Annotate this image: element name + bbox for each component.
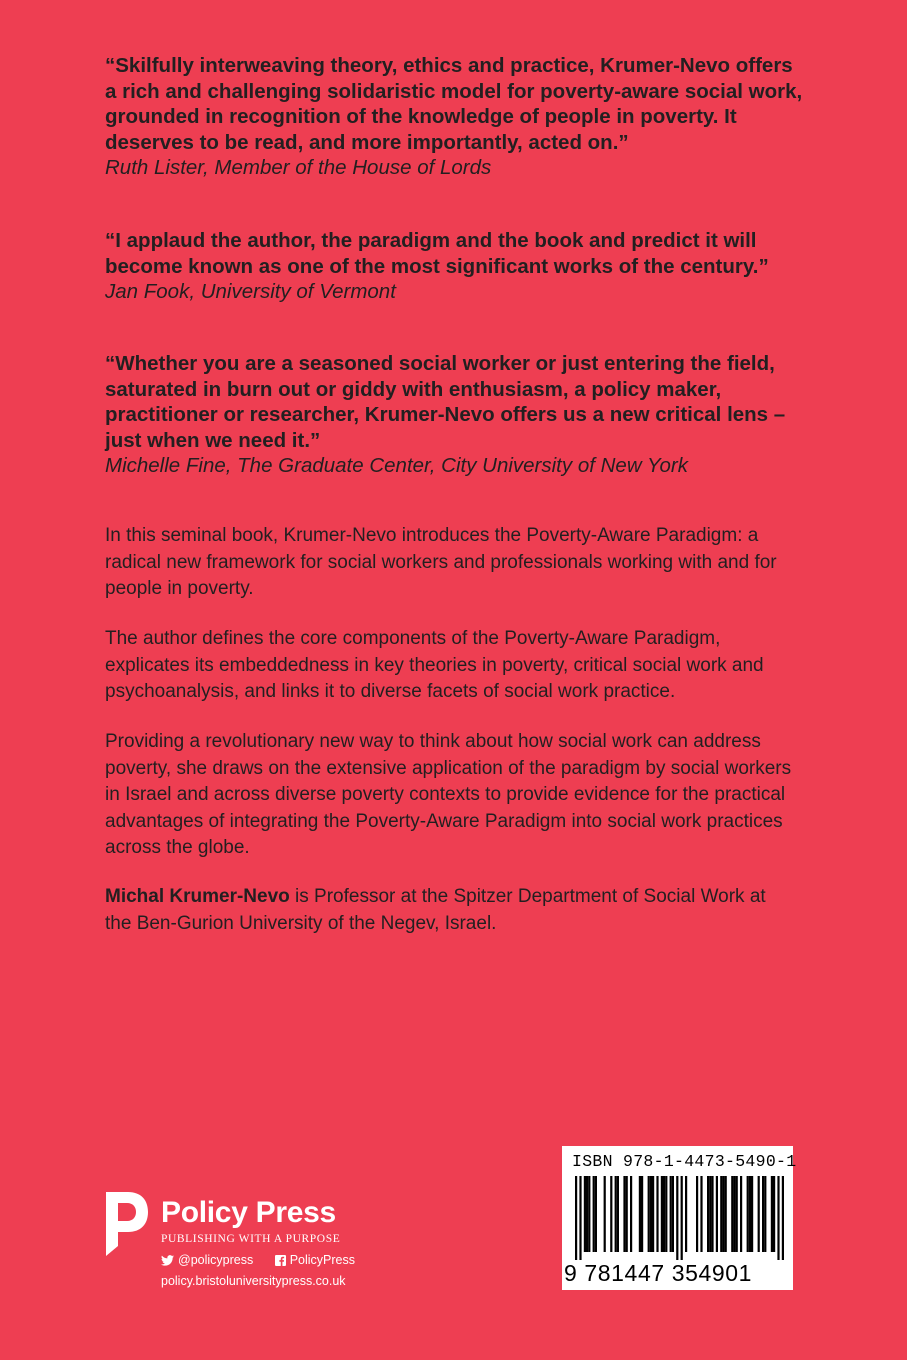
barcode-bar bbox=[751, 1176, 753, 1252]
barcode-bar bbox=[593, 1176, 595, 1252]
barcode-bar bbox=[652, 1176, 654, 1252]
facebook-handle: PolicyPress bbox=[289, 1253, 355, 1267]
isbn-label: ISBN 978-1-4473-5490-1 bbox=[572, 1152, 797, 1171]
quote-text: “Skilfully interweaving theory, ethics and practice, Krumer-Nevo offers a rich and challenging solidaristic model for poverty-aware social work, grounded in recognition of the knowledge of people in poverty. It deserves to be read, and more importantly, acted on.” bbox=[105, 54, 803, 154]
barcode-digits: 9 781447 354901 bbox=[564, 1260, 753, 1286]
description-paragraph-3: Providing a revolutionary new way to think about how social work can address poverty, she draws on the extensive application of the paradigm by social workers in Israel and across diverse poverty contexts to provide evidence for the practical advantages of integrating the Poverty-Aware Paradigm into social work practices across the globe. bbox=[105, 731, 792, 858]
barcode-bar bbox=[588, 1176, 590, 1252]
barcode-bar bbox=[586, 1176, 588, 1252]
barcode-bar bbox=[639, 1176, 641, 1252]
barcode-bar bbox=[604, 1176, 606, 1252]
barcode-bar bbox=[681, 1176, 683, 1260]
barcode-bar bbox=[716, 1176, 718, 1252]
description-paragraph-1: In this seminal book, Krumer-Nevo introduces the Poverty-Aware Paradigm: a radical new framework for social workers and professionals working with and for people in poverty. bbox=[105, 525, 777, 599]
barcode-bar bbox=[747, 1176, 749, 1252]
barcode-bar bbox=[656, 1176, 658, 1252]
barcode-bar bbox=[595, 1176, 597, 1252]
barcode-bar bbox=[663, 1176, 665, 1252]
barcode-bar bbox=[736, 1176, 738, 1252]
barcode-bar bbox=[782, 1176, 784, 1260]
barcode-bar bbox=[762, 1176, 764, 1252]
twitter-link[interactable] bbox=[161, 1253, 253, 1267]
barcode-bar bbox=[615, 1176, 617, 1252]
policy-press-logo-icon bbox=[104, 1190, 150, 1258]
endorsement-quote-2 bbox=[105, 228, 805, 305]
publisher-name: Policy Press bbox=[161, 1196, 336, 1229]
barcode-bar bbox=[665, 1176, 667, 1252]
barcode-bar bbox=[733, 1176, 735, 1252]
isbn-barcode bbox=[562, 1146, 797, 1290]
quote-source: Michelle Fine, The Graduate Center, City University of New York bbox=[105, 454, 688, 477]
social-links bbox=[161, 1253, 373, 1269]
barcode-bar bbox=[623, 1176, 625, 1252]
barcode-bar bbox=[584, 1176, 586, 1252]
barcode-bar bbox=[648, 1176, 650, 1252]
barcode-bar bbox=[764, 1176, 766, 1252]
publisher-tagline: PUBLISHING WITH A PURPOSE bbox=[161, 1233, 341, 1245]
barcode-bar bbox=[722, 1176, 724, 1252]
barcode-bar bbox=[626, 1176, 628, 1252]
barcode-bar bbox=[670, 1176, 672, 1252]
barcode-bar bbox=[777, 1176, 779, 1260]
barcode-bar bbox=[771, 1176, 773, 1252]
twitter-icon bbox=[161, 1255, 174, 1266]
barcode-bar bbox=[773, 1176, 775, 1252]
barcode-bar bbox=[720, 1176, 722, 1252]
barcode-bar bbox=[725, 1176, 727, 1252]
publisher-url[interactable]: policy.bristoluniversitypress.co.uk bbox=[161, 1274, 346, 1288]
facebook-link[interactable] bbox=[275, 1253, 355, 1267]
author-bio bbox=[105, 884, 795, 937]
endorsement-quote-3 bbox=[105, 351, 805, 479]
barcode-bar bbox=[575, 1176, 577, 1260]
barcode-bar bbox=[758, 1176, 760, 1252]
barcode-bar bbox=[740, 1176, 742, 1252]
barcode-bar bbox=[711, 1176, 713, 1252]
barcode-bar bbox=[749, 1176, 751, 1252]
barcode-bar bbox=[700, 1176, 702, 1252]
barcode-bar bbox=[709, 1176, 711, 1252]
quote-source: Ruth Lister, Member of the House of Lords bbox=[105, 156, 492, 179]
author-bio-text: is Professor at the Spitzer Department of Social Work at the Ben-Gurion University of the Negev, Israel. bbox=[105, 886, 766, 934]
barcode-bar bbox=[707, 1176, 709, 1252]
quote-source: Jan Fook, University of Vermont bbox=[105, 280, 396, 303]
barcode-bar bbox=[610, 1176, 612, 1252]
quote-text: “Whether you are a seasoned social worker or just entering the field, saturated in burn out or giddy with enthusiasm, a policy maker, practitioner or researcher, Krumer-Nevo offers us a new critical lens – just when we need it.” bbox=[105, 352, 786, 452]
barcode-bar bbox=[661, 1176, 663, 1252]
twitter-handle: @policypress bbox=[178, 1253, 254, 1267]
description-paragraph-2: The author defines the core components of the Poverty-Aware Paradigm, explicates its embeddedness in key theories in poverty, critical social work and psychoanalysis, and links it to diverse facets of social work practice. bbox=[105, 628, 764, 702]
barcode-bars bbox=[572, 1176, 784, 1260]
barcode-bar bbox=[650, 1176, 652, 1252]
quote-text: “I applaud the author, the paradigm and the book and predict it will become known as one of the most significant works of the century.” bbox=[105, 229, 769, 278]
publisher-block bbox=[104, 1190, 404, 1300]
barcode-bar bbox=[630, 1176, 632, 1252]
barcode-bar bbox=[696, 1176, 698, 1252]
barcode-bar bbox=[676, 1176, 678, 1260]
barcode-bar bbox=[685, 1176, 687, 1252]
barcode-bar bbox=[672, 1176, 674, 1252]
author-name: Michal Krumer-Nevo bbox=[105, 886, 290, 907]
barcode-bar bbox=[579, 1176, 581, 1260]
barcode-bar bbox=[641, 1176, 643, 1252]
endorsement-quote-1 bbox=[105, 53, 805, 181]
facebook-icon bbox=[275, 1255, 286, 1266]
barcode-bar bbox=[617, 1176, 619, 1252]
barcode-bar bbox=[731, 1176, 733, 1252]
